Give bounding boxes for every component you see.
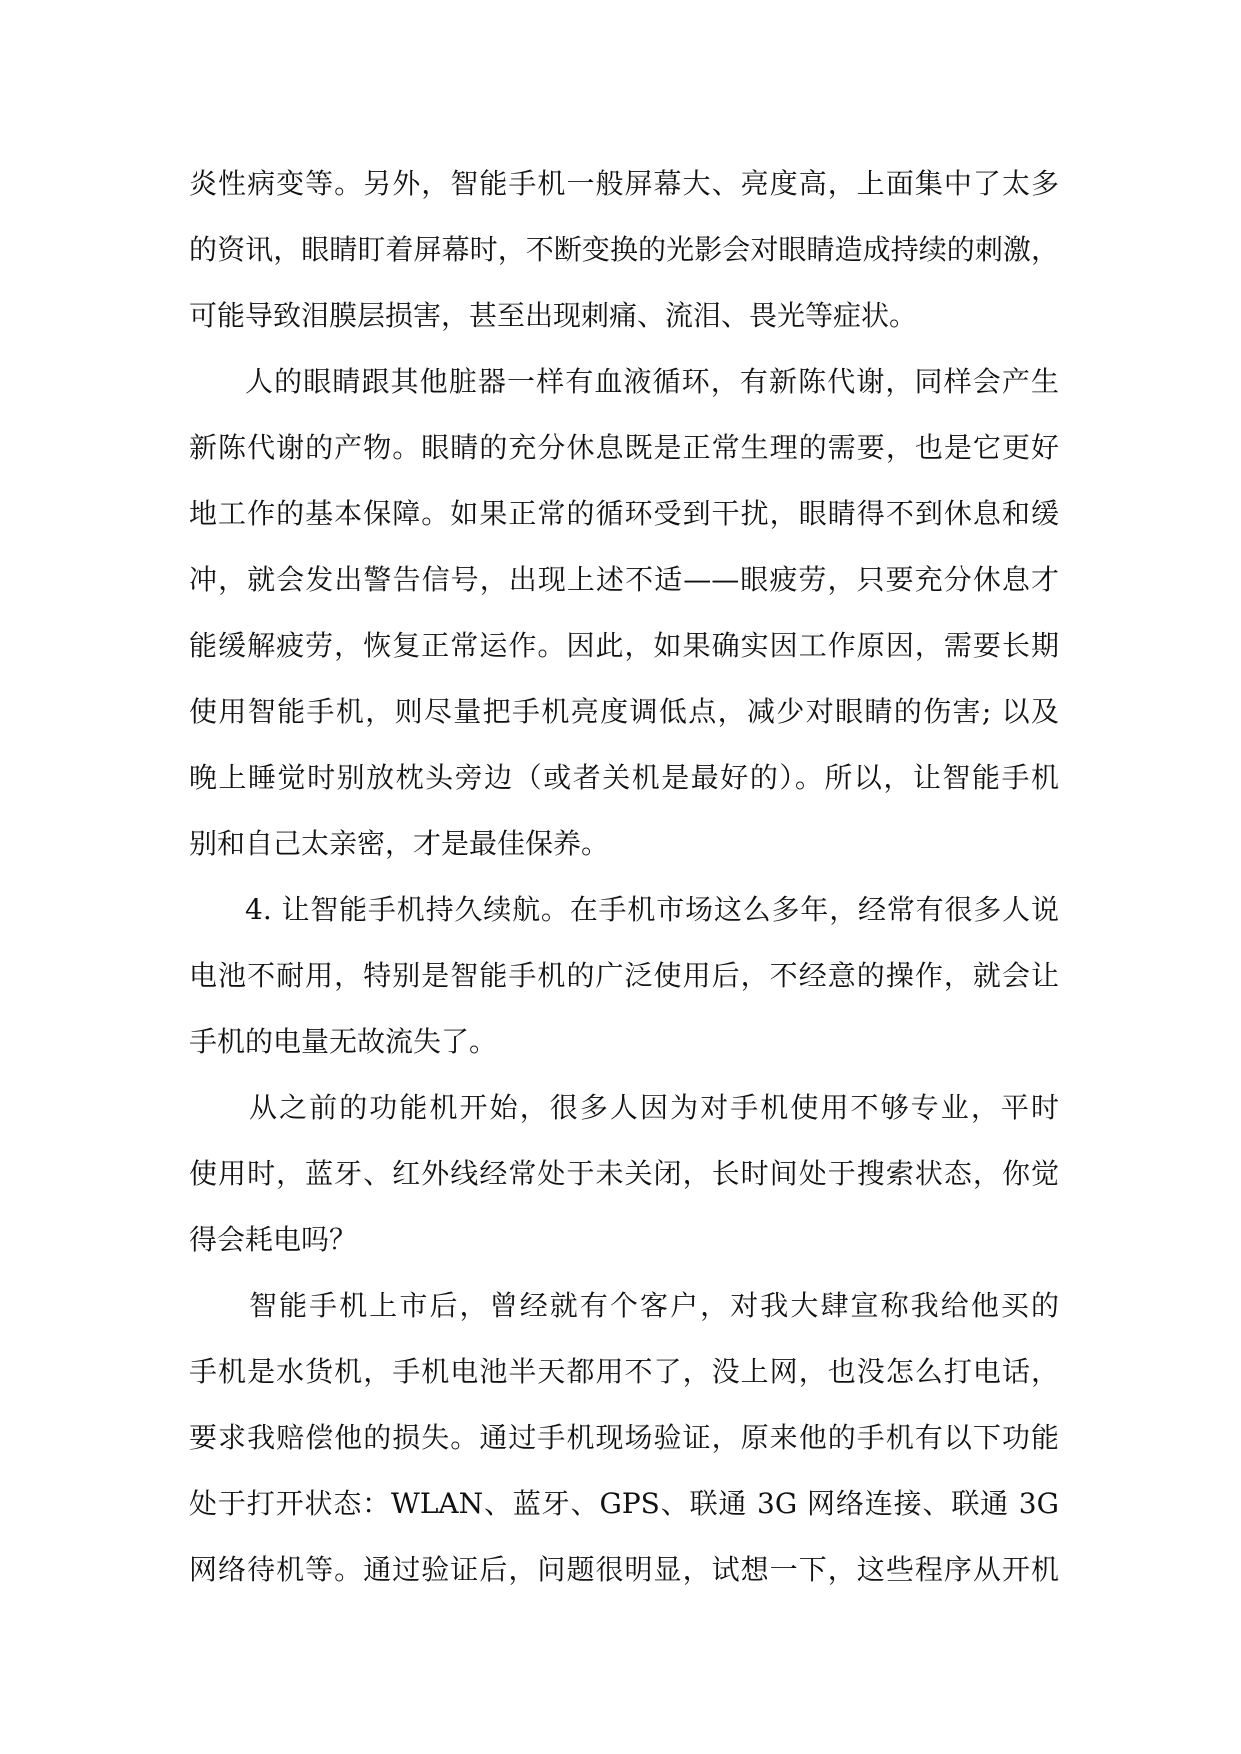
text-line: 4. 让智能手机持久续航。在手机市场这么多年，经常有很多人说 xyxy=(245,893,1059,926)
text-line: 从之前的功能机开始，很多人因为对手机使用不够专业，平时 xyxy=(249,1091,1059,1124)
text-line: 的资讯，眼睛盯着屏幕时，不断变换的光影会对眼睛造成持续的刺激， xyxy=(189,233,1059,266)
text-line: 电池不耐用，特别是智能手机的广泛使用后，不经意的操作，就会让 xyxy=(189,959,1059,992)
text-line: 炎性病变等。另外，智能手机一般屏幕大、亮度高，上面集中了太多 xyxy=(189,167,1059,200)
text-line: 网络待机等。通过验证后，问题很明显，试想一下，这些程序从开机 xyxy=(189,1553,1059,1586)
text-line: 智能手机上市后，曾经就有个客户，对我大肆宣称我给他买的 xyxy=(249,1289,1059,1322)
text-line: 地工作的基本保障。如果正常的循环受到干扰，眼睛得不到休息和缓 xyxy=(189,497,1059,530)
text-line: 使用时，蓝牙、红外线经常处于未关闭，长时间处于搜索状态，你觉 xyxy=(189,1157,1059,1190)
text-line: 手机的电量无故流失了。 xyxy=(189,1025,498,1058)
text-line: 人的眼睛跟其他脏器一样有血液循环，有新陈代谢，同样会产生 xyxy=(245,365,1059,398)
text-line: 得会耗电吗？ xyxy=(189,1223,358,1256)
text-line: 处于打开状态：WLAN、蓝牙、GPS、联通 3G 网络连接、联通 3G xyxy=(189,1487,1059,1520)
text-line: 手机是水货机，手机电池半天都用不了，没上网，也没怎么打电话， xyxy=(189,1355,1059,1388)
text-line: 新陈代谢的产物。眼睛的充分休息既是正常生理的需要，也是它更好 xyxy=(189,431,1059,464)
text-line: 能缓解疲劳，恢复正常运作。因此，如果确实因工作原因，需要长期 xyxy=(189,629,1059,662)
text-line: 使用智能手机，则尽量把手机亮度调低点，减少对眼睛的伤害; 以及 xyxy=(189,695,1059,728)
text-line: 要求我赔偿他的损失。通过手机现场验证，原来他的手机有以下功能 xyxy=(189,1421,1059,1454)
body-text xyxy=(189,151,1059,1603)
text-line: 冲，就会发出警告信号，出现上述不适——眼疲劳，只要充分休息才 xyxy=(189,563,1059,596)
text-line: 别和自己太亲密，才是最佳保养。 xyxy=(189,827,610,860)
text-line: 可能导致泪膜层损害，甚至出现刺痛、流泪、畏光等症状。 xyxy=(189,299,918,332)
text-line: 晚上睡觉时别放枕头旁边（或者关机是最好的）。所以，让智能手机 xyxy=(189,761,1059,794)
